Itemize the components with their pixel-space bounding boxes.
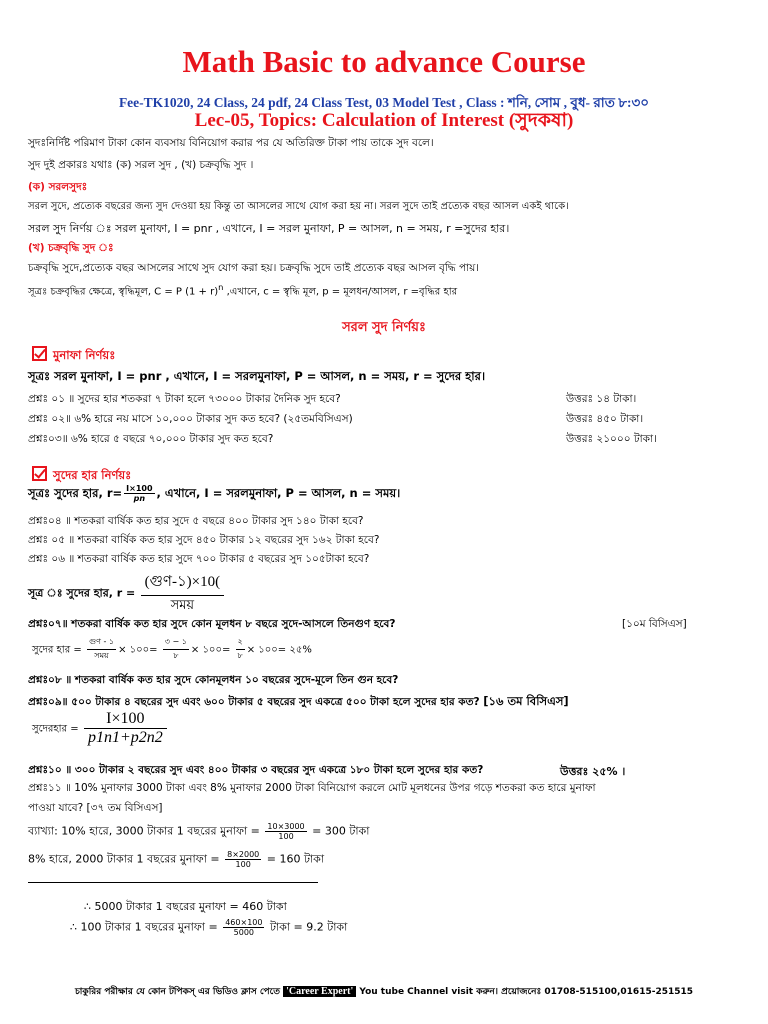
exp1-denominator: 100	[278, 832, 294, 841]
rate-multiple-formula	[28, 570, 226, 617]
q7-fraction-2-den: ৮	[173, 651, 179, 660]
q7-fraction-1-den: সময়	[94, 651, 109, 660]
question-10: প্রশ্নঃ১০ ॥ ৩০০ টাকার ২ বছরের সুদ এবং ৪০০ টাকার ৩ বছরের সুদ একত্রে ১৮০ টাকা হলে সুদের হার কত?	[28, 764, 484, 776]
profit-heading-label: মুনাফা নির্ণয়ঃ	[53, 348, 116, 362]
lecture-title: Lec-05, Topics: Calculation of Interest (সুদকষা)	[194, 110, 574, 131]
rate-formula-fraction	[124, 484, 154, 503]
profit-formula: সূত্রঃ সরল মুনাফা, I = pnr , এখানে, I = সরলমুনাফা, P = আসল, n = সময়, r = সুদের হার।	[28, 369, 486, 383]
exp2-numerator: 8×2000	[227, 850, 260, 859]
q7-fraction-1-num: গুণ - ১	[87, 636, 116, 650]
question-02	[28, 412, 353, 429]
rate-formula-prefix: সূত্রঃ সুদের হার, r=	[28, 486, 123, 500]
q7-fraction-3	[236, 636, 245, 663]
answer-10: উত্তরঃ ২৫% ।	[560, 765, 626, 778]
profit-heading	[32, 344, 115, 366]
exp1-result: = 300 টাকা	[312, 824, 370, 838]
explanation-line-4	[70, 918, 347, 938]
rate-formula-suffix: , এখানে, I = সরলমুনাফা, P = আসল, n = সময়।	[156, 486, 401, 500]
exp4-prefix: ∴ 100 টাকার 1 বছরের মুনাফা =	[70, 920, 218, 934]
q7-fraction-2-num: ৩ − ১	[163, 636, 189, 650]
compound-formula-part-b: ,এখানে, c = স্বৃদ্ধি মূল, p = মূলধন/আসল, r =বৃদ্ধির হার	[223, 286, 458, 298]
rate-multiple-fraction	[141, 570, 225, 617]
divider-line	[28, 882, 318, 883]
simple-interest-heading: (ক) সরলসুদঃ	[28, 181, 88, 193]
q9-formula-fraction	[84, 710, 167, 747]
exp4-fraction	[223, 918, 264, 937]
question-09-text: প্রশ্নঃ০৯॥ ৫০০ টাকার ৪ বছরের সুদ এবং ৬০০ টাকার ৫ বছরের সুদ একত্রে ৫০০ টাকা হলে সুদের হার কত?	[28, 696, 480, 708]
question-08: প্রশ্নঃ০৮ ॥ শতকরা বার্ষিক কত হার সুদে কোনমূলধন ১০ বছরের সুদে-মূলে তিন গুন হবে?	[28, 674, 399, 686]
explanation-line-3: ∴ 5000 টাকার 1 বছরের মুনাফা = 460 টাকা	[84, 900, 287, 913]
footer-suffix: You tube Channel visit করুন। প্রয়োজনেঃ 01708-515100,01615-251515	[359, 987, 694, 997]
q7-fraction-2	[163, 636, 189, 663]
exp1-fraction	[265, 822, 306, 841]
exp1-prefix: ব্যাখ্যা: 10% হারে, 3000 টাকার 1 বছরের মুনাফা =	[28, 824, 260, 838]
rate-formula	[28, 484, 400, 504]
rate-multiple-denominator: সময়	[170, 598, 195, 613]
question-01: প্রশ্নঃ ০১ ॥ সুদের হার শতকরা ৭ টাকা হলে ৭৩০০০ টাকার দৈনিক সুদ হবে?	[28, 393, 341, 405]
q7-result: × ১০০= ২৫%	[246, 644, 312, 656]
exp2-fraction	[225, 850, 261, 869]
compound-formula-exponent: n	[218, 282, 224, 292]
question-11-line-1: প্রশ্নঃ১১ ॥ 10% মুনাফার 3000 টাকা এবং 8% মুনাফার 2000 টাকা বিনিয়োগ করলে মোট মূলধনের উপর গড়ে শতকরা কত হারে মুনাফা	[28, 782, 596, 794]
simple-interest-section-title: সরল সুদ নির্ণয়ঃ	[342, 320, 426, 335]
channel-badge: 'Career Expert'	[283, 986, 356, 997]
checkbox-icon	[32, 466, 47, 481]
q9-formula-numerator: I×100	[84, 710, 167, 729]
simple-interest-description: সরল সুদে, প্রত্যেক বছরের জন্য সুদ দেওয়া হয় কিন্তু তা আসলের সাথে যোগ করা হয় না। সরল সুদে তাই প্রত্যেক বছর আসল একই থাকে।	[28, 201, 569, 212]
question-06: প্রশ্নঃ ০৬ ॥ শতকরা বার্ষিক কত হার সুদে ৭০০ টাকার ৫ বছরের সুদ ১০৫টাকা হবে?	[28, 553, 370, 565]
rate-formula-denominator: pn	[133, 494, 146, 503]
question-09-formula	[32, 710, 169, 747]
exp2-prefix: 8% হারে, 2000 টাকার 1 বছরের মুনাফা =	[28, 852, 220, 866]
answer-01: উত্তরঃ ১৪ টাকা।	[566, 393, 637, 405]
rate-heading-label: সুদের হার নির্ণয়ঃ	[53, 468, 132, 482]
question-07-solution	[32, 636, 312, 663]
q7-times-2: × ১০০=	[190, 644, 231, 656]
fee-line: Fee-TK1020, 24 Class, 24 pdf, 24 Class Test, 03 Model Test , Class : শনি, সোম , বুধ- রাত ৮:৩০	[118, 95, 650, 110]
footer-prefix: চাকুরির পরীক্ষার যে কোন টপিকস্ এর ভিডিও ক্লাস পেতে	[74, 987, 280, 997]
explanation-line-2	[28, 850, 324, 870]
exp4-denominator: 5000	[233, 928, 255, 937]
q9-formula-denominator: p1n1+p2n2	[87, 729, 163, 746]
q7-solution-prefix: সুদের হার =	[32, 644, 82, 656]
rate-multiple-numerator: (গুণ-১)×10(	[141, 570, 225, 596]
q7-times-1: × ১০০=	[118, 644, 158, 656]
answer-03: উত্তরঃ ২১০০০ টাকা।	[566, 433, 657, 445]
interest-types: সুদ দুই প্রকারঃ যথাঃ (ক) সরল সুদ , (খ) চক্রবৃদ্ধি সুদ ।	[28, 159, 254, 171]
q7-fraction-3-num: ২	[236, 636, 245, 650]
exp2-denominator: 100	[235, 860, 251, 869]
q7-fraction-1	[87, 636, 116, 663]
rate-heading	[32, 464, 131, 486]
q9-formula-prefix: সুদেরহার =	[32, 723, 79, 735]
simple-interest-formula: সরল সুদ নির্ণয় ঃ সরল মুনাফা, I = pnr , এখানে, I = সরল মুনাফা, P = আসল, n = সময়, r =সুদের হার।	[28, 222, 510, 235]
checkbox-icon	[32, 346, 47, 361]
compound-interest-heading: (খ) চক্রবৃদ্ধি সুদ ঃ	[28, 242, 114, 254]
question-07-tag: [১০ম বিসিএস]	[622, 618, 687, 630]
rate-multiple-prefix: সূত্র ঃ সুদের হার, r =	[28, 586, 136, 600]
rate-formula-numerator: I×100	[126, 484, 153, 493]
question-05: প্রশ্নঃ ০৫ ॥ শতকরা বার্ষিক কত হার সুদে ৪৫০ টাকার ১২ বছরের সুদ ১৬২ টাকা হবে?	[28, 534, 380, 546]
question-07: প্রশ্নঃ০৭॥ শতকরা বার্ষিক কত হার সুদে কোন মূলধন ৮ বছরে সুদে-আসলে তিনগুণ হবে?	[28, 618, 396, 630]
question-02-text: প্রশ্নঃ ০২॥ ৬% হারে নয় মাসে ১০,০০০ টাকার সুদ কত হবে? (২৫তমবিসিএস)	[28, 413, 353, 425]
question-03: প্রশ্নঃ০৩॥ ৬% হারে ৫ বছরে ৭০,০০০ টাকার সুদ কত হবে?	[28, 433, 274, 445]
question-09-tag: [১৬ তম বিসিএস]	[483, 694, 569, 708]
compound-interest-description: চক্রবৃদ্ধি সুদে,প্রত্যেক বছর আসলের সাথে সুদ যোগ করা হয়। চক্রবৃদ্ধি সুদে তাই প্রত্যেক বছর আসল বৃদ্ধি পায়।	[28, 262, 480, 274]
exp2-result: = 160 টাকা	[266, 852, 325, 866]
question-04: প্রশ্নঃ০৪ ॥ শতকরা বার্ষিক কত হার সুদে ৫ বছরে ৪০০ টাকার সুদ ১৪০ টাকা হবে?	[28, 515, 364, 527]
exp4-result: টাকা = 9.2 টাকা	[269, 920, 348, 934]
exp4-numerator: 460×100	[225, 918, 263, 927]
answer-02: উত্তরঃ ৪৫০ টাকা।	[566, 413, 644, 425]
question-11-line-2: পাওয়া যাবে? [৩৭ তম বিসিএস]	[28, 802, 163, 814]
explanation-line-1	[28, 822, 369, 842]
exp1-numerator: 10×3000	[267, 822, 305, 831]
interest-definition: সুদঃনির্দিষ্ট পরিমাণ টাকা কোন ব্যবসায় বিনিয়োগ করার পর যে অতিরিক্ত টাকা পায় তাকে সুদ বলে।	[28, 137, 434, 149]
footer	[0, 984, 768, 999]
q7-fraction-3-den: ৮	[237, 651, 243, 660]
compound-formula-part-a: সূত্রঃ চক্রবৃদ্ধির ক্ষেত্রে, স্বৃদ্ধিমূল, C = P (1 + r)	[28, 286, 219, 298]
compound-interest-formula	[28, 282, 457, 301]
course-title: Math Basic to advance Course	[182, 44, 586, 79]
